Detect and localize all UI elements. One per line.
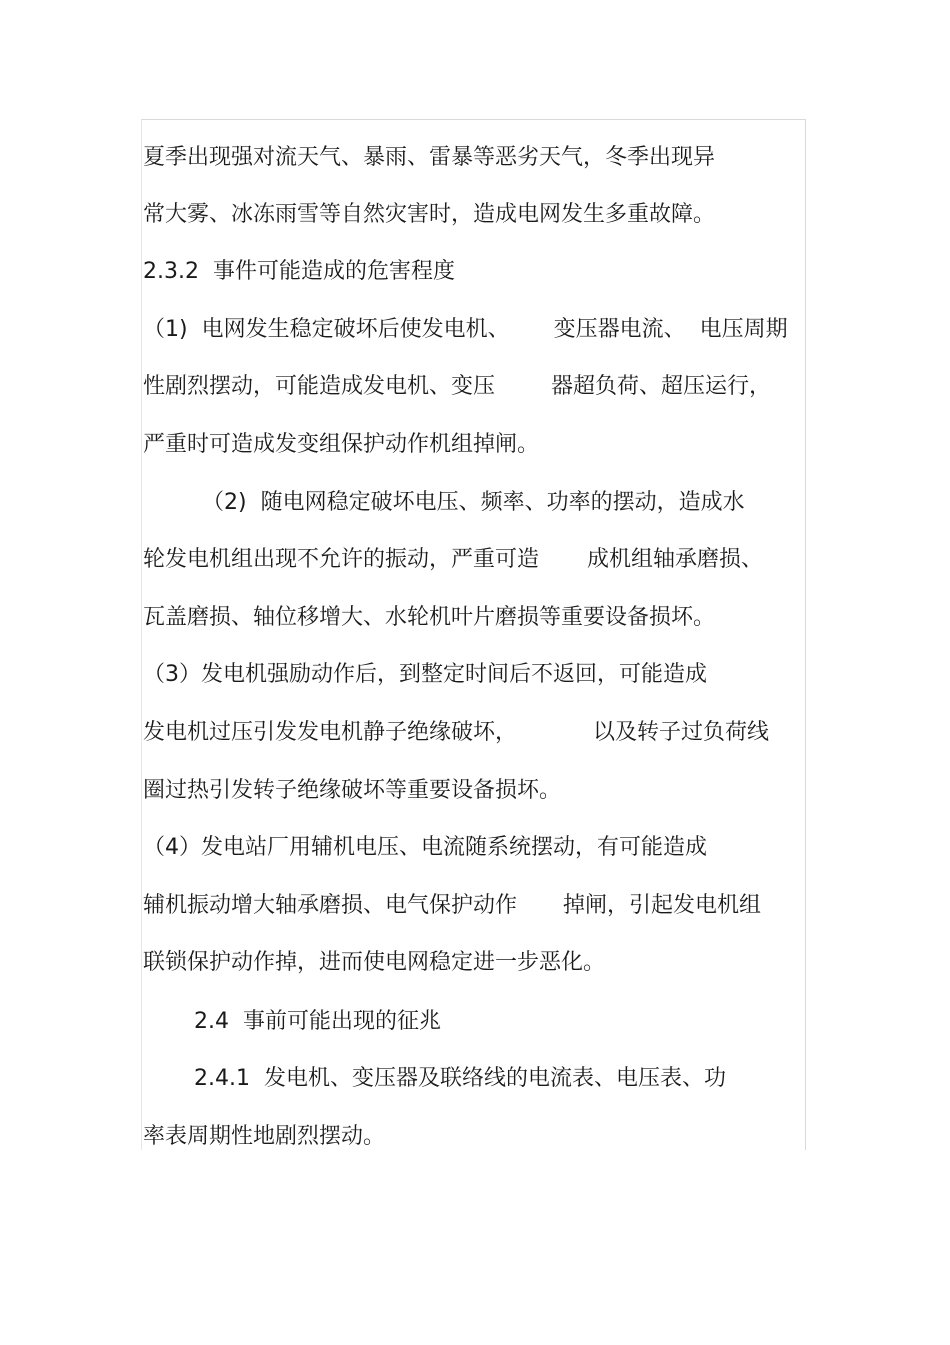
- text-line-2: 常大雾、冰冻雨雪等自然灾害时，造成电网发生多重故障。: [143, 202, 716, 227]
- text-line-item-3c: 圈过热引发转子绝缘破坏等重要设备损坏。: [143, 778, 562, 803]
- section-heading-2-3-2: 2.3.2 事件可能造成的危害程度: [143, 259, 455, 284]
- text-line-item-1c: 严重时可造成发变组保护动作机组掉闸。: [143, 432, 540, 457]
- text-line-item-2c: 瓦盖磨损、轴位移增大、水轮机叶片磨损等重要设备损坏。: [143, 605, 716, 630]
- text-line-2-4-1a: 2.4.1 发电机、变压器及联络线的电流表、电压表、功: [194, 1066, 726, 1091]
- text-line-1: 夏季出现强对流天气、暴雨、雷暴等恶劣天气，冬季出现异: [143, 145, 716, 170]
- text-line-item-4a: （4）发电站厂用辅机电压、电流随系统摆动，有可能造成: [143, 835, 707, 860]
- text-line-2-4-1b: 率表周期性地剧烈摆动。: [143, 1124, 386, 1149]
- text-line-item-4b: 辅机振动增大轴承磨损、电气保护动作 掉闸，引起发电机组: [143, 893, 762, 918]
- text-line-item-2a: （2) 随电网稳定破坏电压、频率、功率的摆动，造成水: [202, 490, 745, 515]
- section-heading-2-4: 2.4 事前可能出现的征兆: [194, 1009, 441, 1034]
- text-line-item-1b: 性剧烈摆动，可能造成发电机、变压 器超负荷、超压运行，: [143, 374, 772, 399]
- text-line-item-2b: 轮发电机组出现不允许的振动，严重可造 成机组轴承磨损、: [143, 547, 764, 572]
- text-line-item-1a: （1) 电网发生稳定破坏后使发电机、 变压器电流、 电压周期: [143, 317, 788, 342]
- text-line-item-3b: 发电机过压引发发电机静子绝缘破坏， 以及转子过负荷线: [143, 720, 770, 745]
- text-line-item-3a: （3）发电机强励动作后，到整定时间后不返回，可能造成: [143, 662, 707, 687]
- text-line-item-4c: 联锁保护动作掉，进而使电网稳定进一步恶化。: [143, 950, 606, 975]
